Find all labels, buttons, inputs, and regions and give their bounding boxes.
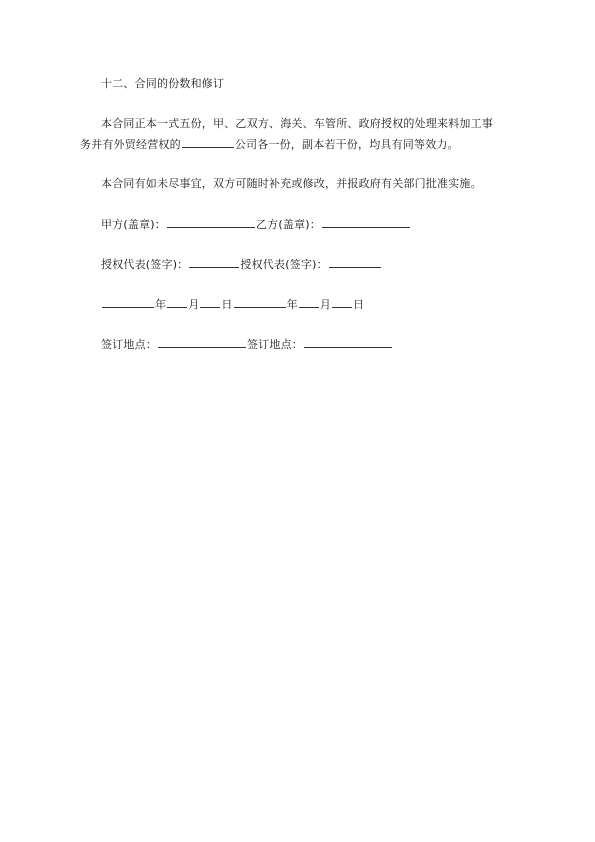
date-a-day-blank [200, 296, 220, 308]
party-b-seal-label: 乙方(盖章)： [255, 218, 321, 231]
date-b-month: 月 [319, 298, 332, 311]
place-b-label: 签订地点： [247, 338, 303, 351]
place-line [80, 336, 393, 353]
representative-line [80, 256, 382, 273]
rep-a-blank [189, 256, 239, 268]
section-heading-text: 十二、合同的份数和修订 [101, 77, 225, 90]
place-a-blank [158, 336, 246, 348]
rep-a-label: 授权代表(签字)： [101, 258, 189, 271]
date-b-year-blank [234, 296, 286, 308]
place-b-blank [304, 336, 392, 348]
date-a-month-blank [167, 296, 187, 308]
place-a-label: 签订地点： [101, 338, 157, 351]
date-b-day: 日 [353, 298, 365, 311]
paragraph-copies-text-2a: 务并有外贸经营权的 [80, 138, 181, 151]
date-a-day: 日 [221, 298, 233, 311]
paragraph-copies-line-2 [80, 136, 459, 153]
date-line [80, 296, 364, 313]
rep-b-label: 授权代表(签字)： [240, 258, 328, 271]
section-heading [80, 76, 224, 92]
party-a-seal-label: 甲方(盖章)： [101, 218, 166, 231]
paragraph-copies-line-1 [80, 116, 493, 132]
seal-line [80, 216, 411, 233]
date-a-year: 年 [155, 298, 167, 311]
date-b-day-blank [332, 296, 352, 308]
paragraph-amendment-text: 本合同有如未尽事宜，双方可随时补充或修改，并报政府有关部门批准实施。 [101, 177, 482, 190]
date-b-month-blank [299, 296, 319, 308]
company-name-blank [182, 136, 234, 148]
party-b-seal-blank [322, 216, 410, 228]
party-a-seal-blank [167, 216, 255, 228]
paragraph-copies-text-1: 本合同正本一式五份，甲、乙双方、海关、车管所、政府授权的处理来料加工事 [101, 117, 493, 130]
paragraph-copies-text-2b: 公司各一份，副本若干份，均具有同等效力。 [234, 138, 459, 151]
date-a-month: 月 [188, 298, 200, 311]
date-a-year-blank [102, 296, 154, 308]
date-b-year: 年 [286, 298, 298, 311]
paragraph-amendment [80, 176, 482, 192]
rep-b-blank [329, 256, 381, 268]
